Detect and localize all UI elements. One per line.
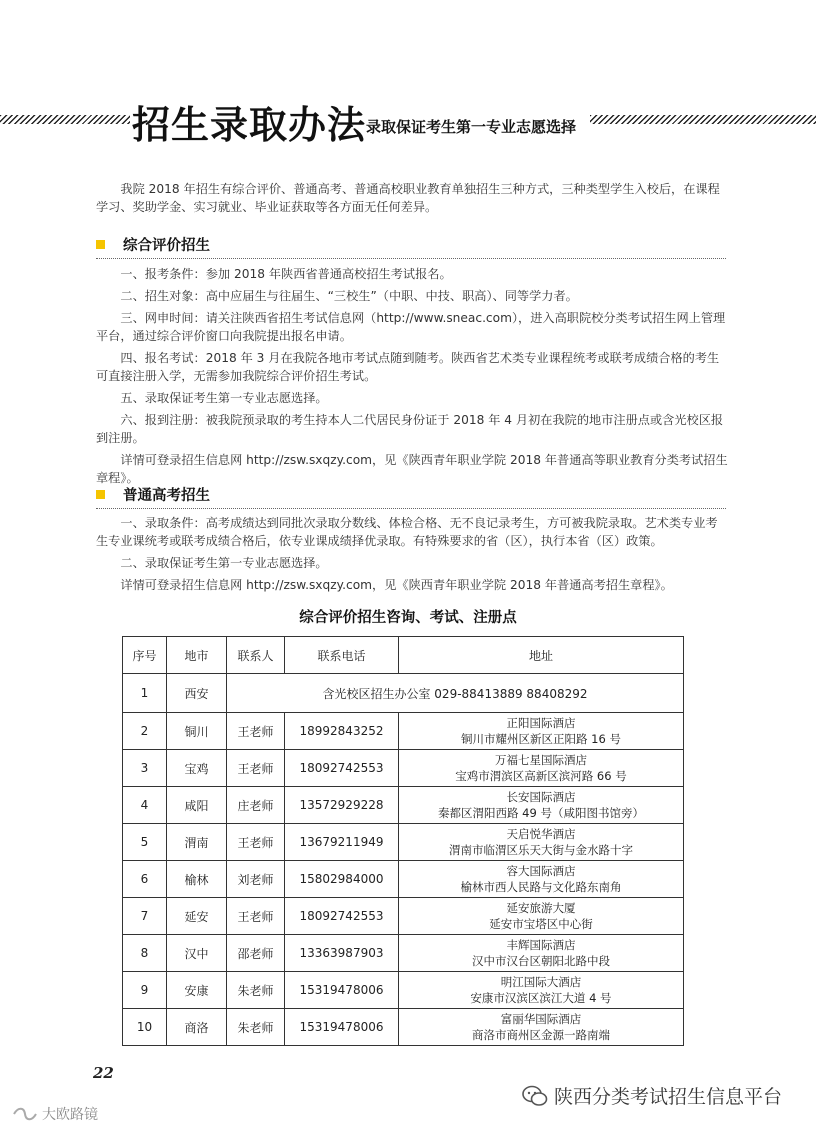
cell-contact: 刘老师 <box>227 861 285 898</box>
header-decoration-right <box>590 115 816 124</box>
address-venue: 天启悦华酒店 <box>506 827 576 841</box>
section-bullet-icon <box>96 240 105 249</box>
address-street: 安康市汉滨区滨江大道 4 号 <box>470 991 612 1005</box>
cell-city: 汉中 <box>167 935 227 972</box>
address-street: 铜川市耀州区新区正阳路 16 号 <box>461 732 621 746</box>
cell-no: 1 <box>123 674 167 713</box>
cell-city: 铜川 <box>167 713 227 750</box>
table-row <box>123 898 684 935</box>
cell-no: 7 <box>123 898 167 935</box>
cell-city: 西安 <box>167 674 227 713</box>
table-row <box>123 1009 684 1046</box>
address-street: 延安市宝塔区中心街 <box>489 917 593 931</box>
cell-address <box>399 935 684 972</box>
section1-item: 五、录取保证考生第一专业志愿选择。 <box>120 391 328 405</box>
table-row <box>123 750 684 787</box>
table-row <box>123 713 684 750</box>
cell-contact: 庄老师 <box>227 787 285 824</box>
page-title: 招生录取办法 <box>132 103 367 147</box>
wechat-icon <box>522 1085 548 1107</box>
cell-address <box>399 824 684 861</box>
cell-city: 渭南 <box>167 824 227 861</box>
table-row <box>123 972 684 1009</box>
address-street: 渭南市临渭区乐天大街与金水路十字 <box>449 843 633 857</box>
cell-city: 延安 <box>167 898 227 935</box>
cell-no: 6 <box>123 861 167 898</box>
cell-phone: 18992843252 <box>285 713 399 750</box>
table-row <box>123 861 684 898</box>
section2-item: 一、录取条件：高考成绩达到同批次录取分数线、体检合格、无不良记录考生，方可被我院录取。艺术类专业考生专业课统考或联考成绩合格后，依专业课成绩择优录取。有特殊要求的省（区），执行本省（区）政策。 <box>96 516 718 548</box>
address-street: 宝鸡市渭滨区高新区滨河路 66 号 <box>455 769 627 783</box>
address-street: 汉中市汉台区朝阳北路中段 <box>472 954 610 968</box>
address-venue: 容大国际酒店 <box>506 864 576 878</box>
cell-address <box>399 713 684 750</box>
wechat-account-name: 陕西分类考试招生信息平台 <box>554 1086 783 1108</box>
cell-contact: 王老师 <box>227 750 285 787</box>
cell-no: 9 <box>123 972 167 1009</box>
registration-sites-table <box>122 636 684 1046</box>
page-number: 22 <box>93 1064 114 1082</box>
cell-phone: 15802984000 <box>285 861 399 898</box>
cell-address <box>399 1009 684 1046</box>
section-title: 普通高考招生 <box>123 488 210 504</box>
section1-item: 三、网申时间：请关注陕西省招生考试信息网（http://www.sneac.com），进入高职院校分类考试招生网上管理平台，通过综合评价窗口向我院提出报名申请。 <box>96 311 726 343</box>
cell-no: 10 <box>123 1009 167 1046</box>
cell-no: 3 <box>123 750 167 787</box>
cell-no: 4 <box>123 787 167 824</box>
address-venue: 万福七星国际酒店 <box>495 753 587 767</box>
section-divider <box>96 258 726 259</box>
address-venue: 长安国际酒店 <box>506 790 576 804</box>
watermark-text: 大欧路镜 <box>42 1107 98 1123</box>
cell-phone: 13363987903 <box>285 935 399 972</box>
section1-item: 二、招生对象：高中应届生与往届生、“三校生”（中职、中技、职高）、同等学力者。 <box>120 289 578 303</box>
column-header: 联系人 <box>227 637 285 674</box>
address-venue: 明江国际大酒店 <box>500 975 582 989</box>
cell-phone: 15319478006 <box>285 972 399 1009</box>
cell-address <box>399 750 684 787</box>
header-decoration-left <box>0 115 130 124</box>
section2-item: 二、录取保证考生第一专业志愿选择。 <box>120 556 328 570</box>
cell-phone: 15319478006 <box>285 1009 399 1046</box>
table-row <box>123 787 684 824</box>
cell-phone: 13679211949 <box>285 824 399 861</box>
section1-item: 六、报到注册：被我院预录取的考生持本人二代居民身份证于 2018 年 4 月初在我院的地市注册点或含光校区报到注册。 <box>96 413 724 445</box>
table-title: 综合评价招生咨询、考试、注册点 <box>299 610 517 626</box>
column-header: 地址 <box>399 637 684 674</box>
address-street: 商洛市商州区金源一路南端 <box>472 1028 610 1042</box>
watermark <box>12 1104 98 1124</box>
cell-phone: 18092742553 <box>285 898 399 935</box>
address-street: 榆林市西人民路与文化路东南角 <box>460 880 622 894</box>
cell-address <box>399 898 684 935</box>
section-bullet-icon <box>96 490 105 499</box>
cell-merged-info: 含光校区招生办公室 029-88413889 88408292 <box>227 674 684 713</box>
address-venue: 延安旅游大厦 <box>506 901 576 915</box>
section2-item: 详情可登录招生信息网 http://zsw.sxqzy.com，见《陕西青年职业学院 2018 年普通高考招生章程》。 <box>120 578 673 592</box>
section-heading-comprehensive <box>96 234 210 255</box>
page-subtitle: 录取保证考生第一专业志愿选择 <box>366 118 577 136</box>
cell-contact: 朱老师 <box>227 1009 285 1046</box>
cell-no: 8 <box>123 935 167 972</box>
cell-contact: 朱老师 <box>227 972 285 1009</box>
table-row <box>123 935 684 972</box>
table-row <box>123 674 684 713</box>
column-header: 序号 <box>123 637 167 674</box>
cell-city: 宝鸡 <box>167 750 227 787</box>
intro-text: 我院 2018 年招生有综合评价、普通高考、普通高校职业教育单独招生三种方式，三种类型学生入校后，在课程学习、奖助学金、实习就业、毕业证获取等各方面无任何差异。 <box>96 182 720 214</box>
watermark-logo-icon <box>12 1106 38 1122</box>
cell-no: 5 <box>123 824 167 861</box>
cell-phone: 18092742553 <box>285 750 399 787</box>
address-venue: 正阳国际酒店 <box>506 716 576 730</box>
cell-city: 咸阳 <box>167 787 227 824</box>
cell-contact: 王老师 <box>227 824 285 861</box>
table-header-row <box>123 637 684 674</box>
section-divider <box>96 508 726 509</box>
section2-body <box>96 514 728 598</box>
intro-paragraph <box>96 180 728 220</box>
cell-contact: 王老师 <box>227 713 285 750</box>
cell-address <box>399 787 684 824</box>
cell-city: 安康 <box>167 972 227 1009</box>
section1-item: 详情可登录招生信息网 http://zsw.sxqzy.com，见《陕西青年职业学院 2018 年普通高等职业教育分类考试招生章程》。 <box>96 453 728 485</box>
column-header: 联系电话 <box>285 637 399 674</box>
section1-item: 四、报名考试：2018 年 3 月在我院各地市考试点随到随考。陕西省艺术类专业课程统考或联考成绩合格的考生可直接注册入学，无需参加我院综合评价招生考试。 <box>96 351 720 383</box>
section-title: 综合评价招生 <box>123 238 210 254</box>
cell-phone: 13572929228 <box>285 787 399 824</box>
section1-body <box>96 265 728 491</box>
cell-address <box>399 972 684 1009</box>
section1-item: 一、报考条件：参加 2018 年陕西省普通高校招生考试报名。 <box>120 267 452 281</box>
cell-contact: 邵老师 <box>227 935 285 972</box>
column-header: 地市 <box>167 637 227 674</box>
cell-no: 2 <box>123 713 167 750</box>
wechat-account-label <box>522 1082 782 1109</box>
table-row <box>123 824 684 861</box>
cell-city: 榆林 <box>167 861 227 898</box>
section-heading-gaokao <box>96 484 210 505</box>
cell-contact: 王老师 <box>227 898 285 935</box>
address-venue: 富丽华国际酒店 <box>500 1012 582 1026</box>
address-venue: 丰辉国际酒店 <box>506 938 576 952</box>
address-street: 秦都区渭阳西路 49 号（咸阳图书馆旁） <box>438 806 644 820</box>
cell-city: 商洛 <box>167 1009 227 1046</box>
cell-address <box>399 861 684 898</box>
